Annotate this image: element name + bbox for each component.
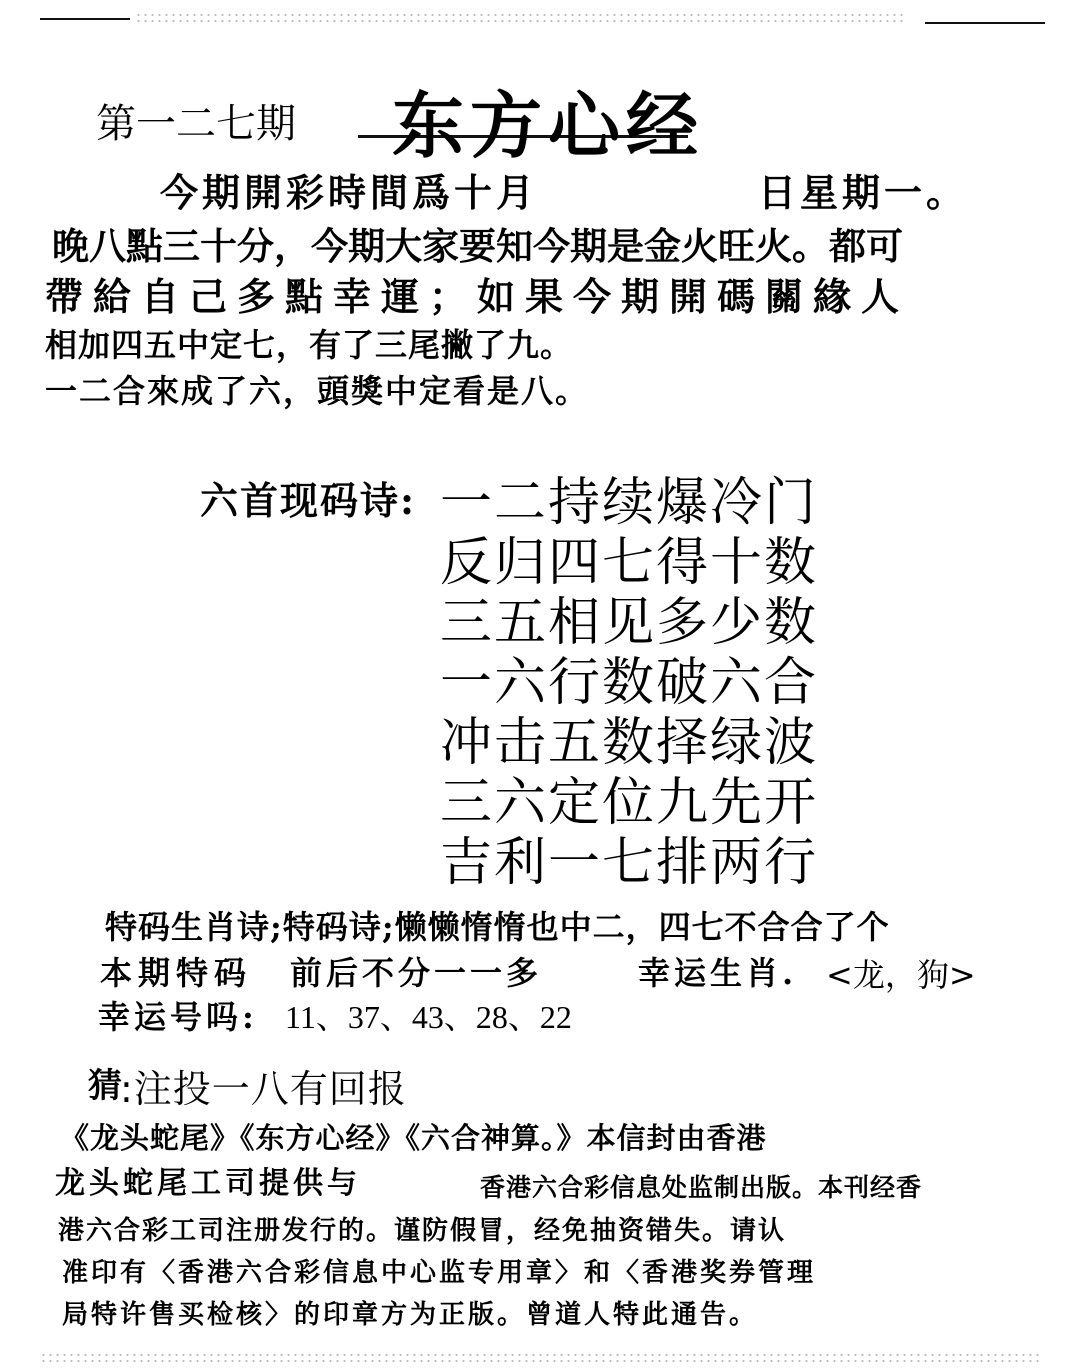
footer-line-2a: 龙头蛇尾工司提供与 [55,1166,361,1201]
intro-line-2: 晚八點三十分，今期大家要知今期是金火旺火。都可 [52,224,903,268]
intro-line-5: 一二合來成了六，頭獎中定看是八。 [45,372,590,410]
intro-line-1b: 日星期一。 [758,170,969,215]
lucky-numbers: 11、37、43、28、22 [285,999,572,1035]
footer-line-5: 局特许售买检核〉的印章方为正版。曾道人特此通告。 [62,1300,759,1330]
special-line-2a: 本期特码 [100,954,253,992]
top-dotted-rule [135,12,905,24]
poem-line: 反归四七得十数 [440,533,819,593]
intro-line-3: 帶給自己多點幸運；如果今期開碼關緣人 [45,274,910,319]
poem-line: 吉利一七排两行 [440,833,819,893]
poem-line: 一六行数破六合 [440,653,819,713]
guess-label: 猜 [88,1066,122,1106]
special-line-2c: 幸运生肖. [638,954,798,992]
footer-line-4: 准印有〈香港六合彩信息中心监专用章〉和〈香港奖券管理 [62,1258,817,1288]
guess-text: :注投一八有回报 [120,1067,407,1111]
poem-label: 六首现码诗: [200,478,417,523]
bottom-dotted-rule [40,1352,1040,1364]
poem-line: 一二持续爆冷门 [440,473,819,533]
special-line-2b: 前后不分一一多 [290,954,543,992]
footer-line-1: 《龙头蛇尾》《东方心经》《六合神算。》本信封由香港 [60,1121,767,1155]
top-rule-right [925,22,1045,24]
intro-line-4: 相加四五中定七，有了三尾撇了九。 [45,326,574,364]
issue-number: 第一二七期 [96,101,296,147]
page-title: 东方心经 [392,84,705,168]
special-line-1: 特码生肖诗;特码诗;懒懒惰惰也中二，四七不合合了个 [105,908,890,946]
footer-line-2b: 香港六合彩信息处监制出版。本刊经香 [480,1173,923,1202]
top-rule-left [40,18,130,20]
poem-line: 三五相见多少数 [440,593,819,653]
lucky-numbers-label: 幸运号吗: [98,998,258,1036]
lucky-zodiac: <龙，狗> [826,956,976,994]
poem-line: 冲击五数择绿波 [440,713,819,773]
footer-line-3: 港六合彩工司注册发行的。谨防假冒，经免抽资错失。请认 [58,1216,787,1246]
poem-line: 三六定位九先开 [440,773,819,833]
intro-line-1a: 今期開彩時間爲十月 [160,170,539,215]
